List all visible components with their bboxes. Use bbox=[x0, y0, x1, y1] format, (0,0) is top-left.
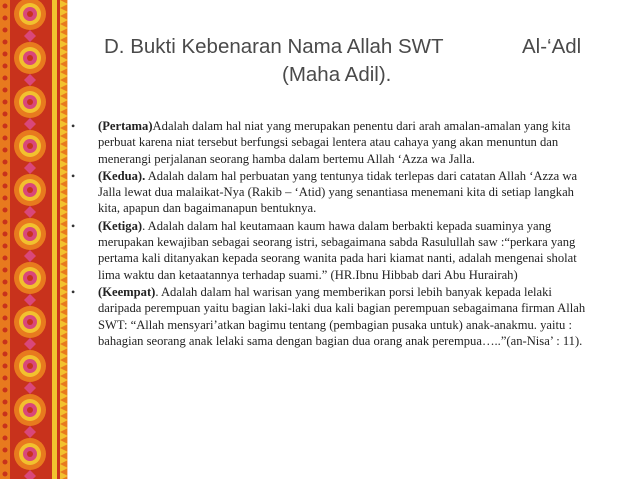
ornament-pattern bbox=[0, 0, 68, 479]
bullet-item-3 bbox=[68, 218, 588, 283]
bullet-label: (Kedua). bbox=[98, 168, 146, 183]
slide-content bbox=[68, 0, 638, 479]
bullet-label: (Ketiga) bbox=[98, 218, 143, 233]
title-name: Al-‘Adl bbox=[522, 35, 582, 58]
bullet-icon: • bbox=[71, 218, 76, 233]
bullet-text: . Adalah dalam hal keutamaan kaum hawa dalam berbakti kepada suaminya yang merupakan kewajiban sebagai seorang istri, sebagaimana sabda Rasulullah saw :“perkara yang pertama kali ditanyakan kepada seorang wanita pada hari kiamat nanti, adalah mengenai sholat lima waktu dan ketaatannya terhadap suami.” (HR.Ibnu Hibbab dari Abu Hurairah) bbox=[98, 218, 577, 282]
bullet-label: (Pertama) bbox=[98, 119, 153, 133]
bullet-icon: • bbox=[71, 119, 76, 133]
decorative-border bbox=[0, 0, 68, 479]
title-main: D. Bukti Kebenaran Nama Allah SWT bbox=[104, 35, 444, 58]
title-meaning: (Maha Adil). bbox=[282, 63, 392, 86]
bullet-item-1 bbox=[68, 118, 588, 167]
bullet-label: (Keempat) bbox=[98, 284, 156, 299]
bullet-item-4 bbox=[68, 284, 588, 349]
bullet-text: Adalah dalam hal niat yang merupakan penentu dari arah amalan-amalan yang kita perbuat karena niat tersebut berfungsi sebagai lentera atau cahaya yang akan menuntun dan menerangi perjalanan seorang hamba dalam bertemu Allah ‘Azza wa Jalla. bbox=[98, 119, 571, 166]
bullet-icon: • bbox=[71, 284, 76, 299]
bullet-icon: • bbox=[71, 168, 76, 183]
bullet-text: . Adalah dalam hal warisan yang memberikan porsi lebih banyak kepada lelaki daripada perempuan yaitu bagian laki-laki dua kali bagian perempuan sebagaimana firman Allah SWT: “Allah mensyari’atkan bagimu tentang (pembagian pusaka untuk) anak-anakmu. yaitu : bahagian seorang anak lelaki sama dengan bagian dua orang anak perempua…..”(an-Nisa’ : 11). bbox=[98, 284, 586, 348]
bullet-list bbox=[68, 118, 588, 350]
bullet-text: Adalah dalam hal perbuatan yang tentunya tidak terlepas dari catatan Allah ‘Azza wa Jalla lewat dua malaikat-Nya (Rakib – ‘Atid) yang senantiasa menemani kita di setiap langkah kita, apapun dan bagaimanapun bentuknya. bbox=[98, 168, 578, 216]
bullet-item-2 bbox=[68, 168, 588, 217]
